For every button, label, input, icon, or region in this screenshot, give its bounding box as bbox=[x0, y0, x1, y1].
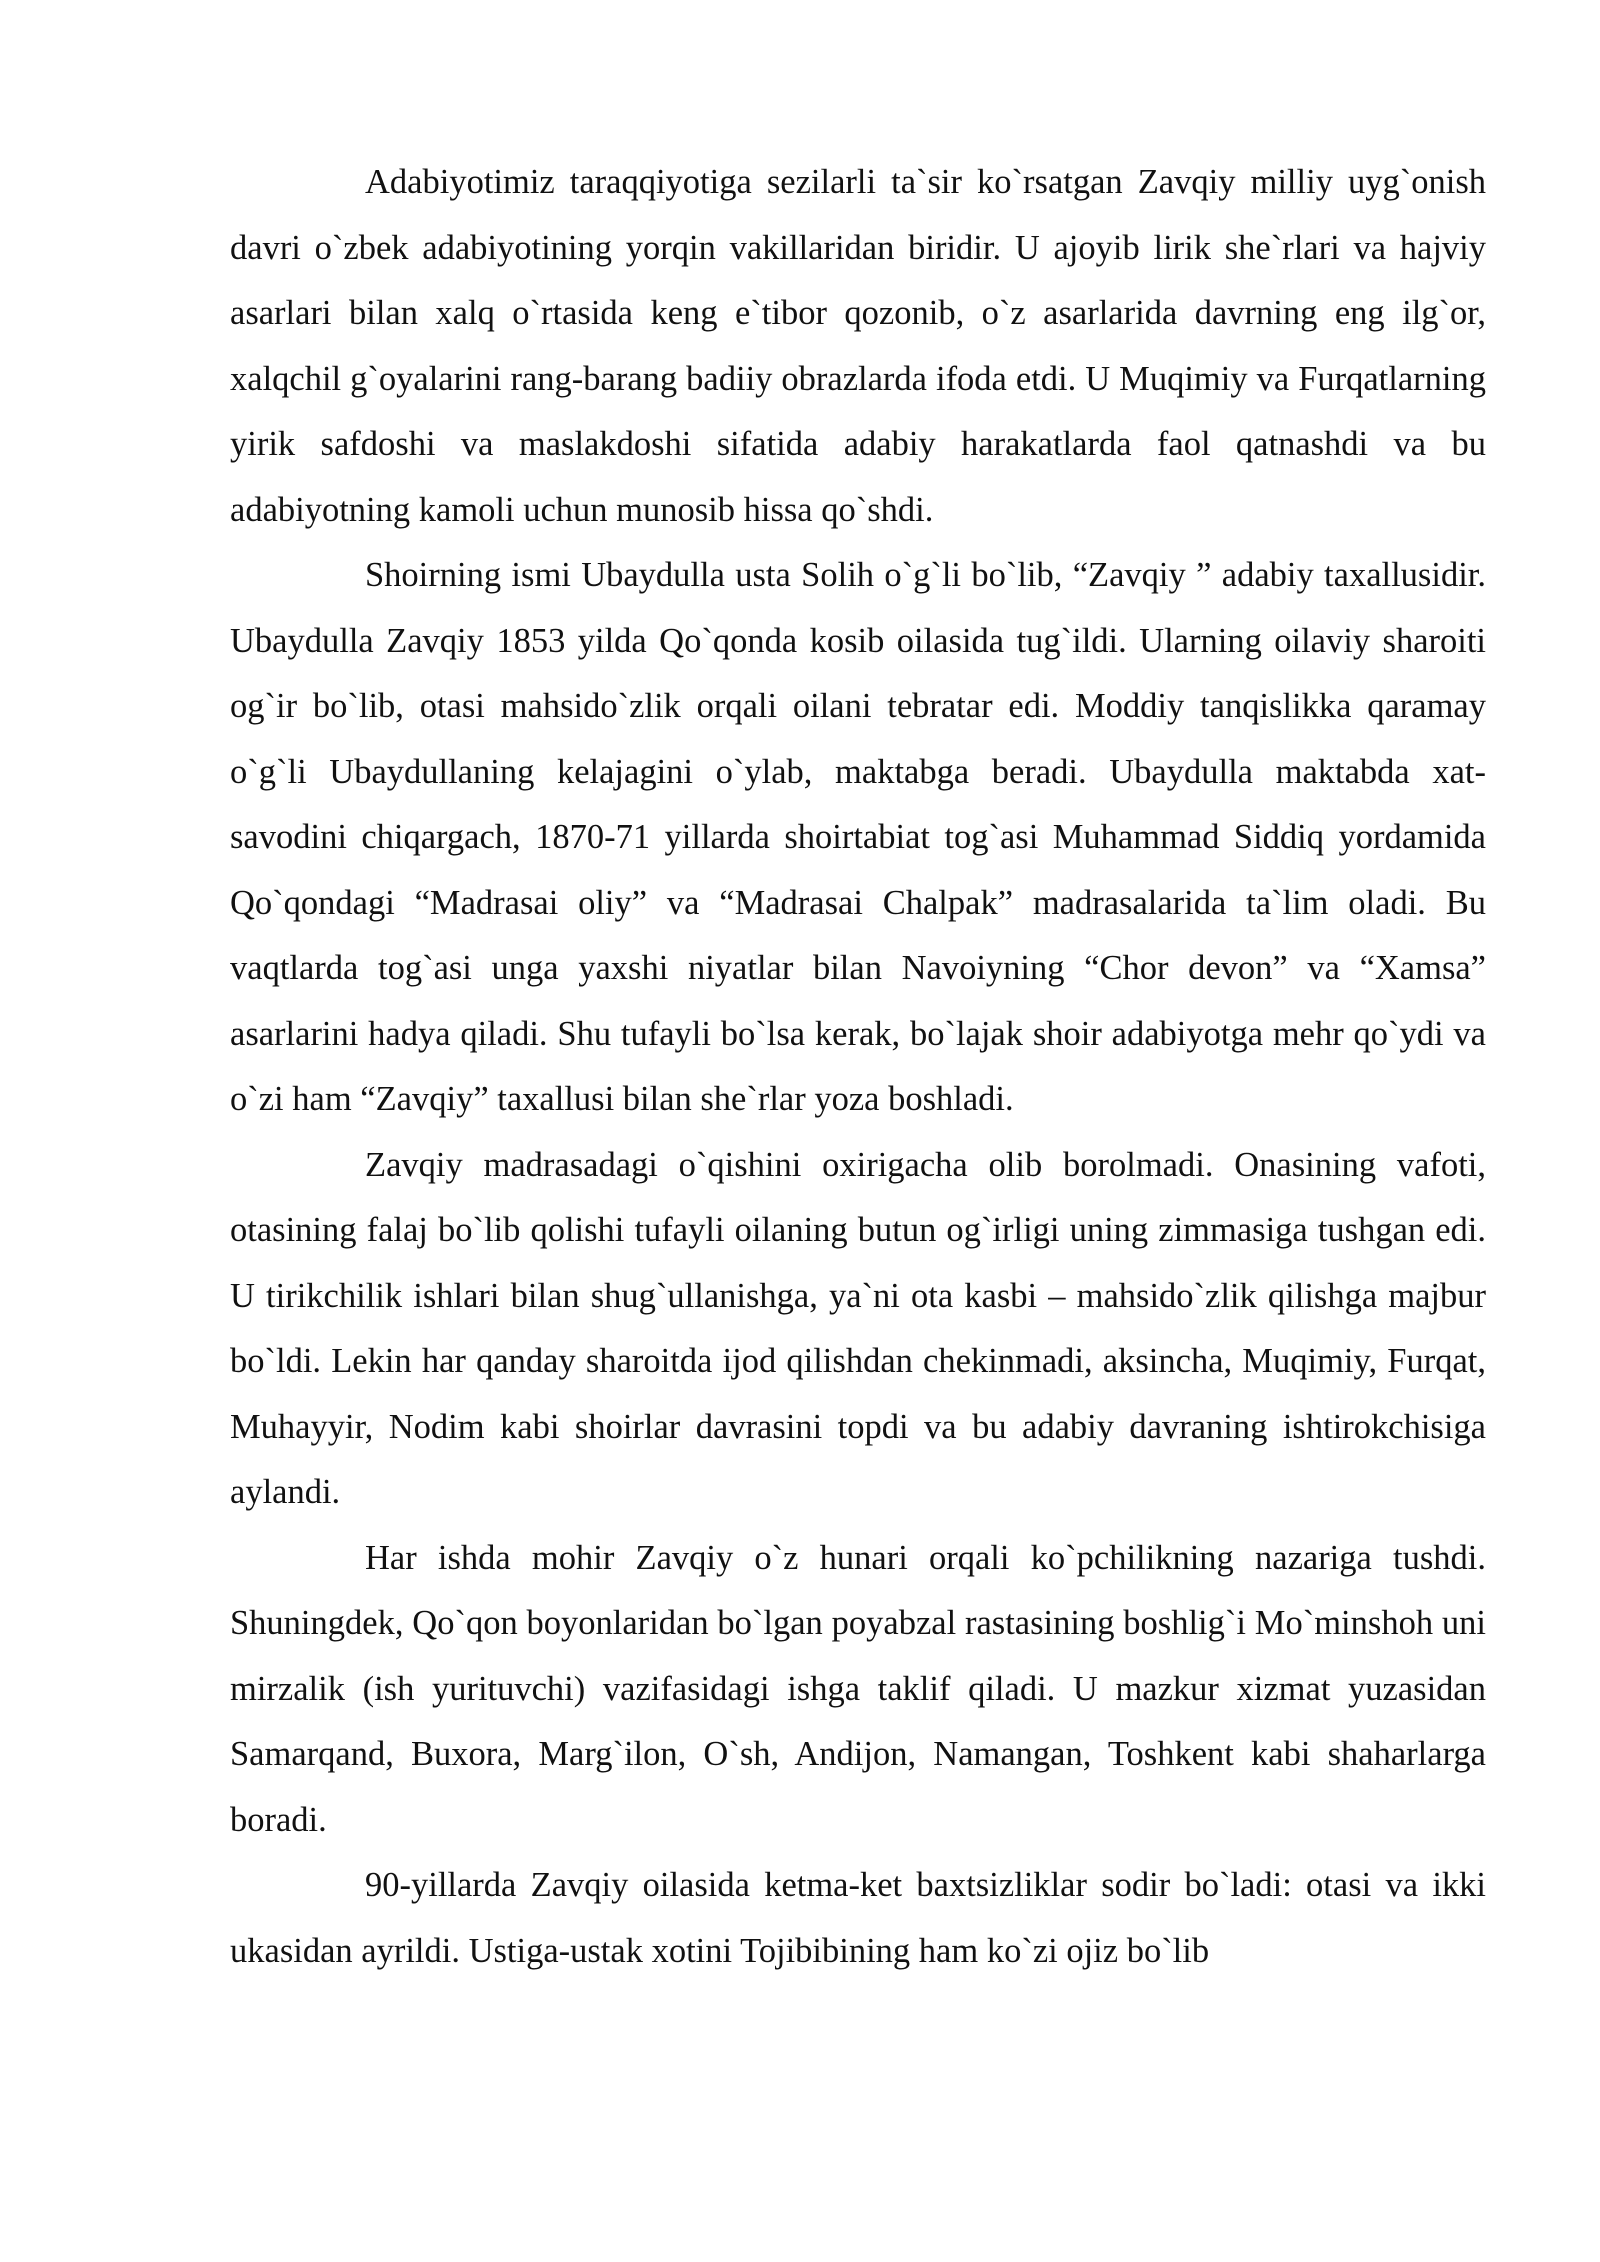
paragraph-1: Adabiyotimiz taraqqiyotiga sezilarli ta`sir ko`rsatgan Zavqiy milliy uyg`onish davri o`zbek adabiyotining yorqin vakillaridan biridir. U ajoyib lirik she`rlari va hajviy asarlari bilan xalq o`rtasida keng e`tibor qozonib, o`z asarlarida davrning eng ilg`or, xalqchil g`oyalarini rang-barang badiiy obrazlarda ifoda etdi. U Muqimiy va Furqatlarning yirik safdoshi va maslakdoshi sifatida adabiy harakatlarda faol qatnashdi va bu adabiyotning kamoli uchun munosib hissa qo`shdi. bbox=[230, 163, 1486, 529]
paragraph-4: Har ishda mohir Zavqiy o`z hunari orqali ko`pchilikning nazariga tushdi. Shuningdek, Qo`qon boyonlaridan bo`lgan poyabzal rastasining boshlig`i Mo`minshoh uni mirzalik (ish yurituvchi) vazifasidagi ishga taklif qiladi. U mazkur xizmat yuzasidan Samarqand, Buxora, Marg`ilon, O`sh, Andijon, Namangan, Toshkent kabi shaharlarga boradi. bbox=[230, 1538, 1486, 1839]
paragraph-2: Shoirning ismi Ubaydulla usta Solih o`g`li bo`lib, “Zavqiy ” adabiy taxallusidir. Ubaydulla Zavqiy 1853 yilda Qo`qonda kosib oilasida tug`ildi. Ularning oilaviy sharoiti og`ir bo`lib, otasi mahsido`zlik orqali oilani tebratar edi. Moddiy tanqislikka qaramay o`g`li Ubaydullaning kelajagini o`ylab, maktabga beradi. Ubaydulla maktabda xat-savodini chiqargach, 1870-71 yillarda shoirtabiat tog`asi Muhammad Siddiq yordamida Qo`qondagi “Madrasai oliy” va “Madrasai Chalpak” madrasalarida ta`lim oladi. Bu vaqtlarda tog`asi unga yaxshi niyatlar bilan Navoiyning “Chor devon” va “Xamsa” asarlarini hadya qiladi. Shu tufayli bo`lsa kerak, bo`lajak shoir adabiyotga mehr qo`ydi va o`zi ham “Zavqiy” taxallusi bilan she`rlar yoza boshladi. bbox=[230, 556, 1486, 1118]
document-body bbox=[230, 150, 1486, 1984]
paragraph-5: 90-yillarda Zavqiy oilasida ketma-ket baxtsizliklar sodir bo`ladi: otasi va ikki ukasidan ayrildi. Ustiga-ustak xotini Tojibibining ham ko`zi ojiz bo`lib bbox=[230, 1866, 1486, 1970]
paragraph-3: Zavqiy madrasadagi o`qishini oxirigacha olib borolmadi. Onasining vafoti, otasining falaj bo`lib qolishi tufayli oilaning butun og`irligi uning zimmasiga tushgan edi. U tirikchilik ishlari bilan shug`ullanishga, ya`ni ota kasbi – mahsido`zlik qilishga majbur bo`ldi. Lekin har qanday sharoitda ijod qilishdan chekinmadi, aksincha, Muqimiy, Furqat, Muhayyir, Nodim kabi shoirlar davrasini topdi va bu adabiy davraning ishtirokchisiga aylandi. bbox=[230, 1145, 1486, 1511]
